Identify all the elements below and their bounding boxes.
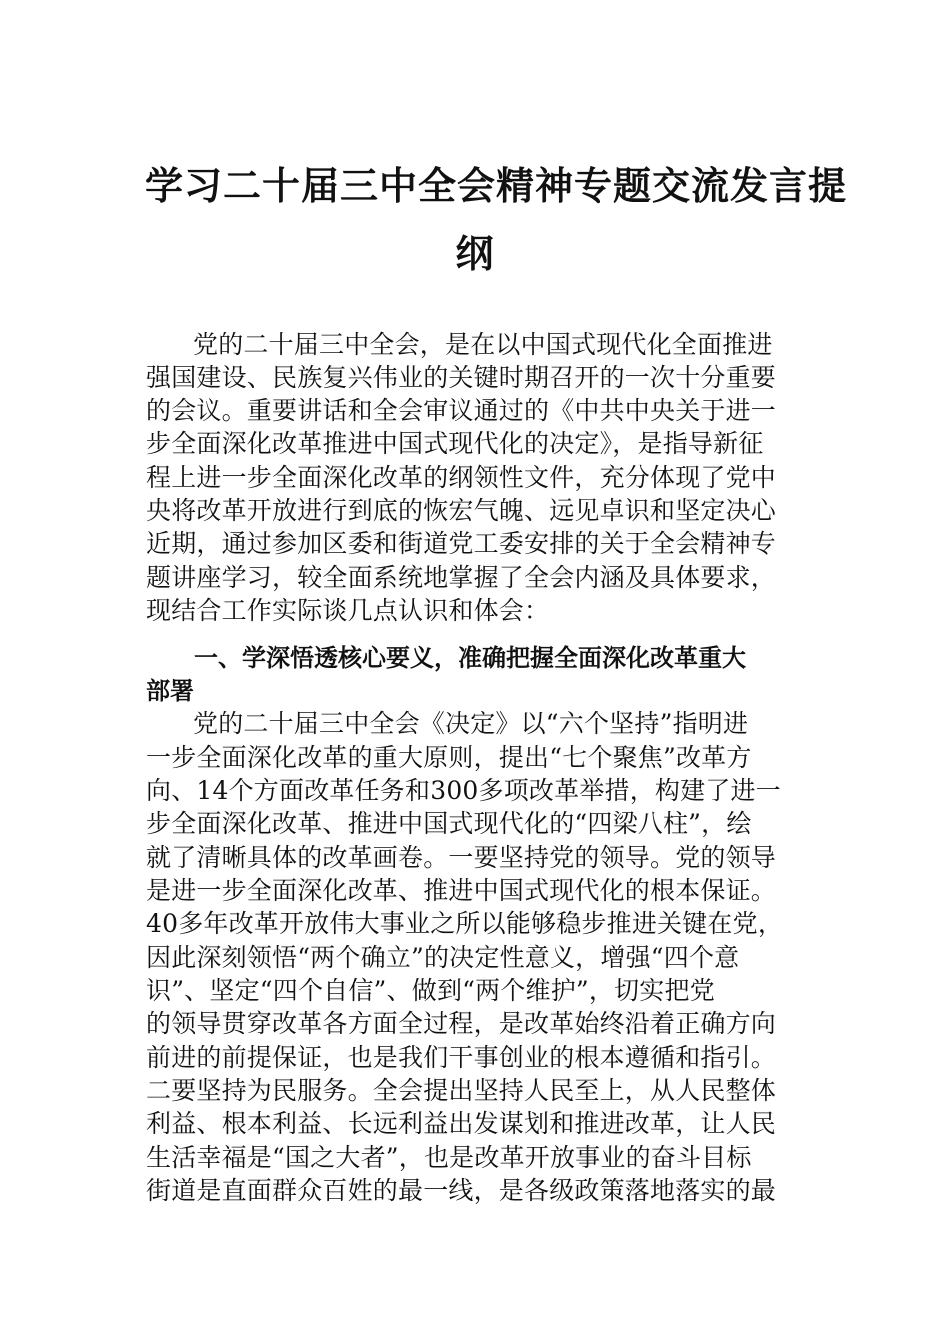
body-line: 的会议。重要讲话和全会审议通过的《中共中央关于进一	[146, 396, 777, 425]
body-line: 近期，通过参加区委和街道党工委安排的关于全会精神专	[146, 529, 777, 558]
body-line: 程上进一步全面深化改革的纲领性文件，充分体现了党中	[146, 463, 777, 492]
body-line: 步全面深化改革、推进中国式现代化的“四梁八柱”，绘	[146, 809, 752, 838]
body-line: 就了清晰具体的改革画卷。一要坚持党的领导。党的领导	[146, 843, 777, 872]
body-line: 向、14个方面改革任务和300多项改革举措，构建了进一	[146, 776, 781, 805]
body-line: 是进一步全面深化改革、推进中国式现代化的根本保证。	[146, 876, 777, 905]
body-line: 生活幸福是“国之大者”，也是改革开放事业的奋斗目标	[146, 1143, 752, 1172]
body-line: 识”、坚定“四个自信”、做到“两个维护”，切实把党	[146, 976, 715, 1005]
document-title-line-2: 纲	[455, 231, 495, 276]
body-line: 步全面深化改革推进中国式现代化的决定》，是指导新征	[146, 429, 764, 458]
body-line: 强国建设、民族复兴伟业的关键时期召开的一次十分重要	[146, 363, 777, 392]
body-line: 街道是直面群众百姓的最一线，是各级政策落地落实的最	[146, 1176, 777, 1205]
body-line: 一步全面深化改革的重大原则，提出“七个聚焦”改革方	[146, 743, 752, 772]
document-title-line-1: 学习二十届三中全会精神专题交流发言提	[145, 163, 848, 208]
body-line: 利益、根本利益、长远利益出发谋划和推进改革，让人民	[146, 1109, 777, 1138]
body-line: 前进的前提保证，也是我们干事创业的根本遵循和指引。	[146, 1043, 777, 1072]
body-line: 央将改革开放进行到底的恢宏气魄、远见卓识和坚定决心	[146, 496, 777, 525]
body-line: 题讲座学习，较全面系统地掌握了全会内涵及具体要求，	[146, 563, 777, 592]
body-line: 二要坚持为民服务。全会提出坚持人民至上，从人民整体	[146, 1076, 777, 1105]
body-line: 因此深刻领悟“两个确立”的决定性意义，增强“四个意	[146, 943, 740, 972]
body-line: 的领导贯穿改革各方面全过程，是改革始终沿着正确方向	[146, 1009, 777, 1038]
body-line: 现结合工作实际谈几点认识和体会：	[146, 596, 550, 625]
body-line: 党的二十届三中全会，是在以中国式现代化全面推进	[193, 330, 773, 359]
section-heading-line-1: 一、学深悟透核心要义，准确把握全面深化改革重大	[194, 644, 746, 672]
body-line: 党的二十届三中全会《决定》以“六个坚持”指明进	[193, 709, 749, 738]
section-heading-line-2: 部署	[146, 677, 194, 705]
body-line: 40多年改革开放伟大事业之所以能够稳步推进关键在党，	[146, 909, 784, 938]
